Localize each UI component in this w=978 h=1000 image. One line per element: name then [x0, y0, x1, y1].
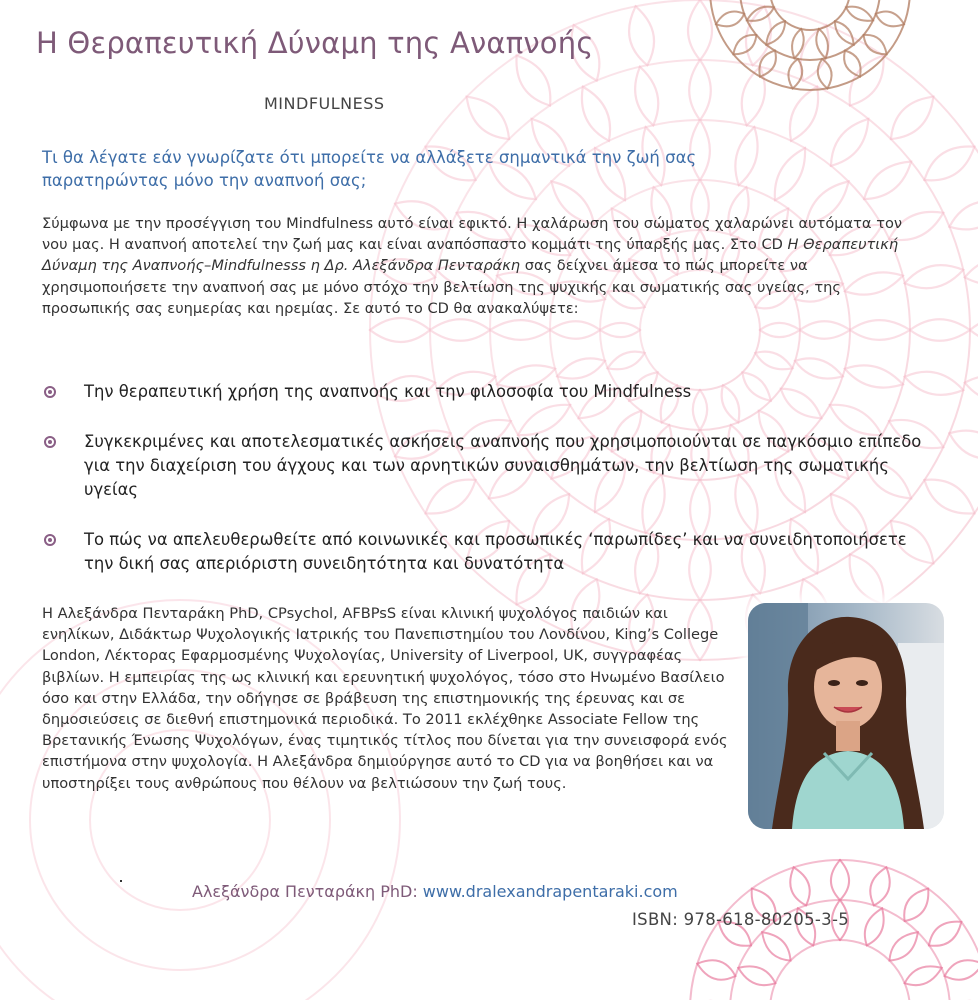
author-photo [748, 603, 944, 829]
website-link[interactable]: www.dralexandrapentaraki.com [422, 882, 678, 901]
mandala-petal [689, 60, 711, 120]
mandala-petal [516, 56, 550, 106]
mandala-petal [924, 146, 974, 180]
intro-paragraph [42, 213, 922, 319]
mandala-petal [795, 358, 843, 378]
intro-text-2: σας δείχνει άμεσα το πώς μπορείτε να χρησιμοποιήσετε την αναπνοή σας με μόνο στόχο την βελτίωση της ψυχικής και σωματικής σας υγείας, της προσωπικής σας ευημερίας και ηρεμίας. Σε αυτό το CD θα ανακαλύψετε: [42, 257, 841, 317]
mandala-petal [910, 319, 970, 341]
mandala-petal [965, 376, 978, 401]
mandala-petal [733, 35, 756, 54]
mandala-petal [430, 319, 490, 341]
mandala-petal [790, 87, 818, 141]
list-item [42, 528, 922, 576]
benefit-list [42, 380, 922, 576]
subtitle: MINDFULNESS [264, 94, 385, 113]
mandala-petal [870, 867, 889, 905]
page-title: Η Θεραπευτική Δύναμη της Αναπνοής [36, 26, 594, 60]
mandala-petal [635, 67, 658, 125]
mandala-petal [755, 352, 792, 370]
author-name: Αλεξάνδρα Πενταράκη PhD: [192, 882, 418, 901]
mandala-petal [876, 12, 904, 27]
mandala-petal [846, 7, 873, 21]
mandala-petal [865, 908, 884, 945]
mandala-petal [929, 922, 961, 946]
mandala-petal [775, 148, 805, 200]
mandala-petal [790, 867, 809, 905]
mandala-petal [608, 352, 645, 370]
author-bio: Η Αλεξάνδρα Πενταράκη PhD, CPsychol, AFBPsS είναι κλινική ψυχολόγος παιδιών και ενηλίκων, Διδάκτωρ Ψυχολογικής Ιατρικής του Πανεπιστημίου του Λονδίνου, King’s College London, Λέκτορας Εφαρμοσμένης Ψυχολογίας, University of Liverpool, UK, συγγραφέας βιβλίων. Η εμπειρίας της ως κλινική και ερευνητική ψυχολόγος, τόσο στο Ηνωμένο Βασίλειο όσο και στην Ελλάδα, την οδήγησε σε βράβευση της επιστημονικής της έρευνας και σε δημοσιεύσεις σε διεθνή επιστημονικά περιοδικά. Το 2011 εκλέχθηκε Associate Fellow της Βρετανικής Ένωσης Ψυχολόγων, ένας τιμητικός τίτλος που δίνεται για την συνεισφορά ενός επιστήμονα στην ψυχολογία. Η Αλεξάνδρα δημιούργησε αυτό το CD για να βοηθήσει και να υποστηρίξει τους ανθρώπους που θέλουν να βελτιώσουν την ζωή τους. [42, 605, 728, 792]
mandala-petal [490, 320, 550, 340]
mandala-petal [688, 0, 712, 60]
mandala-petal [831, 119, 868, 166]
mandala-petal [818, 59, 832, 89]
isbn: ISBN: 978-618-80205-3-5 [632, 910, 849, 929]
mandala-petal [864, 35, 887, 54]
mandala-petal [970, 318, 978, 342]
mandala-petal [557, 358, 605, 378]
mandala-petal [582, 87, 610, 141]
mandala-petal [905, 966, 942, 985]
mandala-petal [762, 932, 790, 960]
intro-cd-title: Η Θεραπευτική Δύναμη της Αναπνοής–Mindfulnesss η Δρ. Αλεξάνδρα Πενταράκη [42, 236, 899, 275]
bullet-circle-icon [44, 436, 56, 448]
list-item-text: Την θεραπευτική χρήση της αναπνοής και την φιλοσοφία του Mindfulness [84, 382, 692, 401]
mandala-petal [889, 932, 917, 960]
mandala-petal [760, 323, 800, 337]
mandala-petal [891, 97, 933, 139]
mandala-petal [816, 29, 828, 58]
stray-dot [120, 880, 122, 882]
bullet-circle-icon [44, 534, 56, 546]
mandala-petal [949, 201, 978, 229]
bullet-circle-icon [44, 386, 56, 398]
mandala-petal [924, 480, 974, 514]
mandala-petal [370, 318, 430, 342]
mandala-petal [735, 127, 757, 185]
mandala-petal [850, 320, 910, 340]
mandala-petal [945, 960, 978, 979]
mandala-petal [949, 431, 978, 459]
mandala-petal [904, 889, 928, 921]
mandala-petal [864, 162, 911, 199]
mandala-petal [697, 960, 735, 979]
intro-text-1: Σύμφωνα με την προσέγγιση του Mindfulness αυτό είναι εφικτό. Η χαλάρωση του σώματος χαλαρώνει αυτόματα τον νου μας. Η αναπνοή αποτελεί την ζωή μας και είναι αναπόσπαστο κομμάτι της ύπαρξής μας. Στο CD [42, 215, 903, 254]
mandala-petal [550, 321, 600, 338]
mandala-petal [738, 966, 775, 985]
list-item [42, 380, 922, 404]
footer-credit [192, 882, 678, 901]
list-item-text: Συγκεκριμένες και αποτελεσματικές ασκήσεις αναπνοής που χρησιμοποιούνται σε παγκόσμιο επίπεδο για την διαχείριση του άγχους και των αρνητικών συναισθημάτων, την βελτίωση της σωματικής υγείας [84, 432, 922, 499]
mandala-petal [600, 323, 640, 337]
list-item-text: Το πώς να απελευθερωθείτε από κοινωνικές και προσωπικές ‘παρωπίδες’ και να συνειδητοποιήσετε την δική σας απεριόριστη συνειδητότητα και δυνατότητα [84, 530, 907, 573]
mandala-petal [788, 59, 802, 89]
mandala-petal [467, 97, 509, 139]
list-item [42, 430, 922, 502]
mandala-petal [716, 12, 744, 27]
mandala-petal [965, 259, 978, 284]
lead-question: Τι θα λέγατε εάν γνωρίζατε ότι μπορείτε να αλλάξετε σημαντικά την ζωή σας παρατηρώντας μόνο την αναπνοή σας; [42, 148, 697, 190]
mandala-petal [831, 860, 849, 900]
mandala-petal [800, 321, 850, 338]
